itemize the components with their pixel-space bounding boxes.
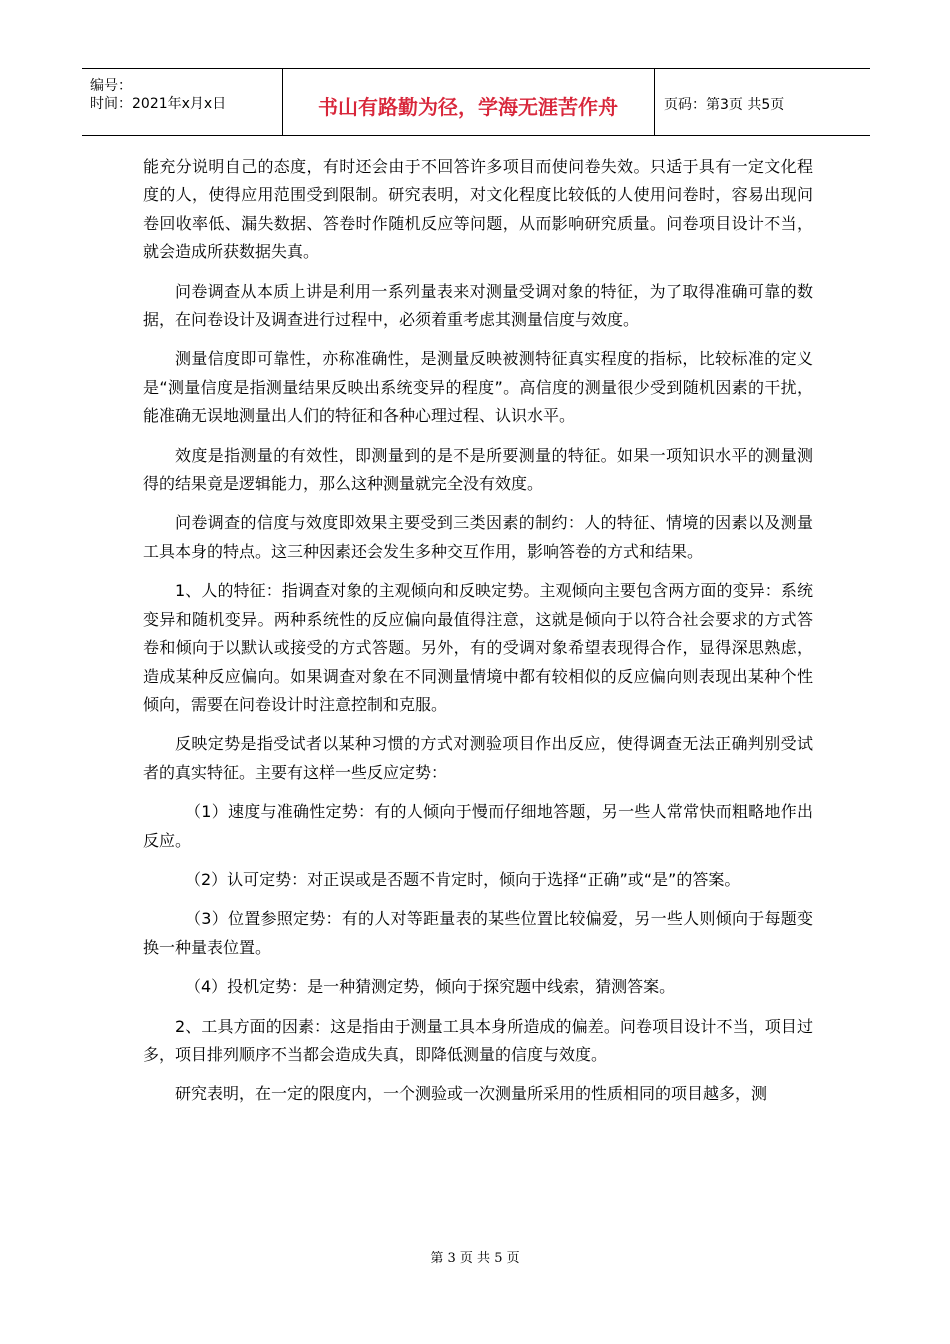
header-motto: 书山有路勤为径，学海无涯苦作舟 <box>318 95 618 119</box>
paragraph: 反映定势是指受试者以某种习惯的方式对测验项目作出反应，使得调查无法正确判别受试者的真实特征。主要有这样一些反应定势： <box>143 734 813 782</box>
page-header <box>82 68 870 136</box>
header-page-cell <box>654 69 870 135</box>
paragraph: 研究表明，在一定的限度内，一个测验或一次测量所采用的性质相同的项目越多，测 <box>175 1084 768 1104</box>
list-item: （1）速度与准确性定势：有的人倾向于慢而仔细地答题，另一些人常常快而粗略地作出反应。 <box>143 802 813 850</box>
paragraph: 问卷调查从本质上讲是利用一系列量表来对测量受调对象的特征，为了取得准确可靠的数据，在问卷设计及调查进行过程中，必须着重考虑其测量信度与效度。 <box>143 281 813 330</box>
list-item: （2）认可定势：对正误或是否题不肯定时，倾向于选择“正确”或“是”的答案。 <box>185 869 741 889</box>
document-date-label: 时间：2021年x月x日 <box>90 96 227 112</box>
paragraph: 2、工具方面的因素：这是指由于测量工具本身所造成的偏差。问卷项目设计不当，项目过多，项目排列顺序不当都会造成失真，即降低测量的信度与效度。 <box>143 1016 813 1064</box>
header-page-number: 页码：第3页 共5页 <box>664 97 785 113</box>
paragraph: 测量信度即可靠性，亦称准确性，是测量反映被测特征真实程度的指标，比较标准的定义是“测量信度是指测量结果反映出系统变异的程度”。高信度的测量很少受到随机因素的干扰，能准确无误地测量出人们的特征和各种心理过程、认识水平。 <box>143 349 813 426</box>
paragraph: 能充分说明自己的态度，有时还会由于不回答许多项目而使问卷失效。只适于具有一定文化程度的人，使得应用范围受到限制。研究表明，对文化程度比较低的人使用问卷时，容易出现问卷回收率低、漏失数据、答卷时作随机反应等问题，从而影响研究质量。问卷项目设计不当，就会造成所获数据失真。 <box>143 157 813 262</box>
header-info-cell <box>82 69 283 135</box>
document-number-label: 编号： <box>90 78 132 94</box>
header-motto-cell <box>282 69 655 135</box>
paragraph: 问卷调查的信度与效度即效果主要受到三类因素的制约：人的特征、情境的因素以及测量工具本身的特点。这三种因素还会发生多种交互作用，影响答卷的方式和结果。 <box>143 513 813 561</box>
list-item: （3）位置参照定势：有的人对等距量表的某些位置比较偏爱，另一些人则倾向于每题变换一种量表位置。 <box>143 909 813 957</box>
document-body <box>143 153 813 1120</box>
list-item: （4）投机定势：是一种猜测定势，倾向于探究题中线索，猜测答案。 <box>185 977 676 997</box>
paragraph: 1、人的特征：指调查对象的主观倾向和反映定势。主观倾向主要包含两方面的变异：系统变异和随机变异。两种系统性的反应偏向最值得注意，这就是倾向于以符合社会要求的方式答卷和倾向于以默认或接受的方式答题。另外，有的受调对象希望表现得合作，显得深思熟虑，造成某种反应偏向。如果调查对象在不同测量情境中都有较相似的反应偏向则表现出某种个性倾向，需要在问卷设计时注意控制和克服。 <box>143 581 813 714</box>
paragraph: 效度是指测量的有效性，即测量到的是不是所要测量的特征。如果一项知识水平的测量测得的结果竟是逻辑能力，那么这种测量就完全没有效度。 <box>143 445 813 494</box>
page-footer: 第 3 页 共 5 页 <box>430 1251 520 1266</box>
